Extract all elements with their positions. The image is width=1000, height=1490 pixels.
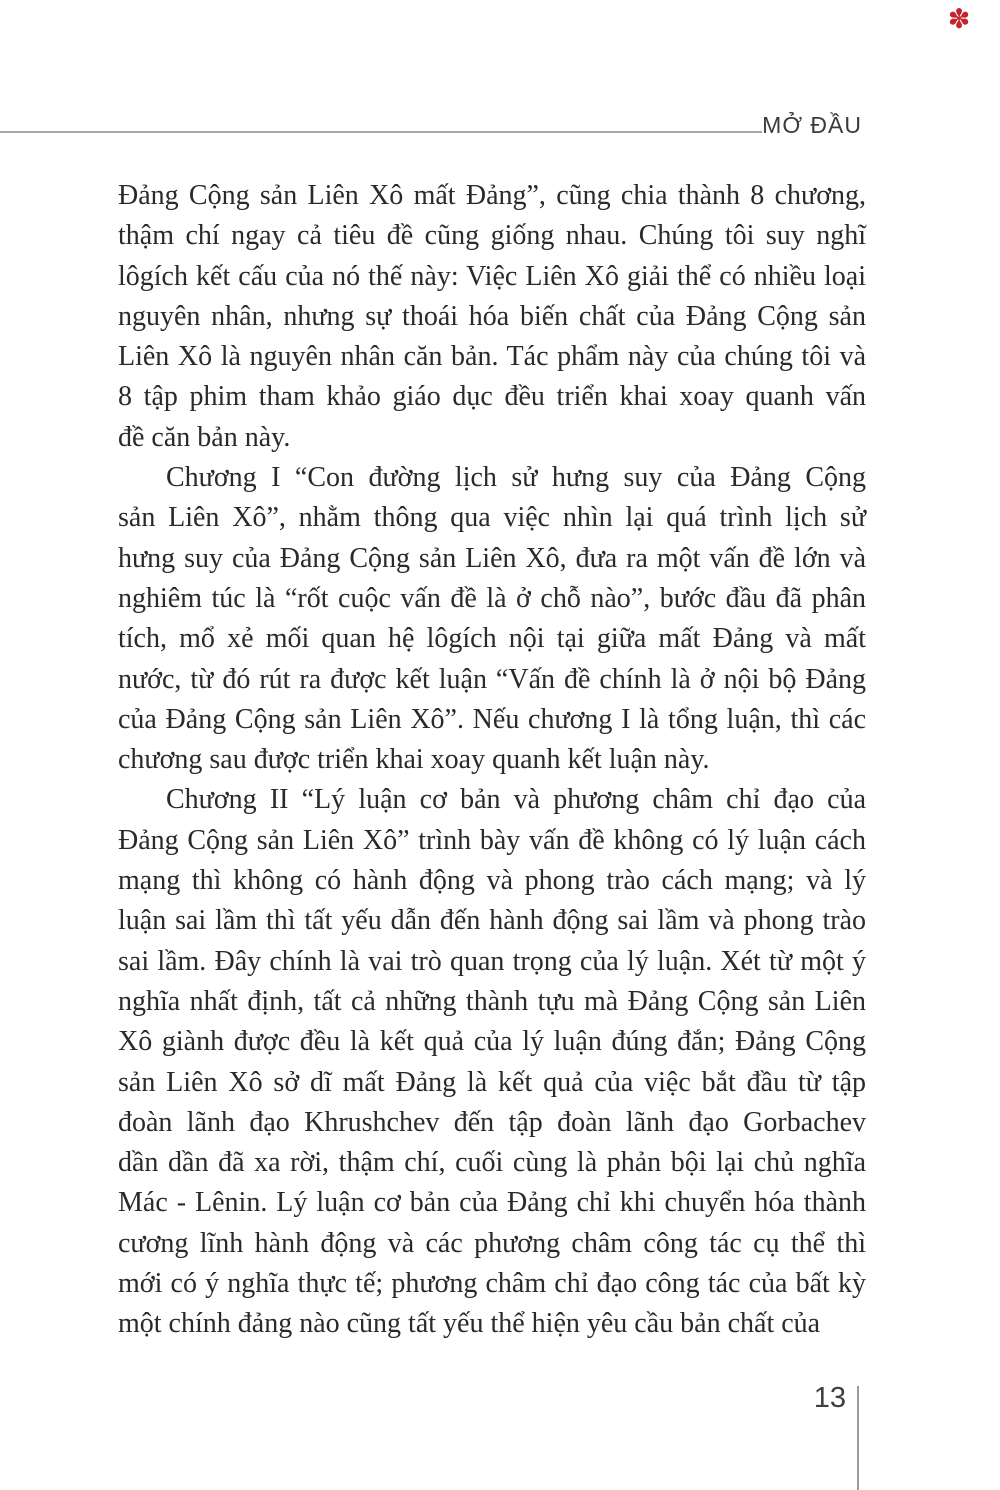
text-line: đoàn lãnh đạo Khrushchev đến tập đoàn lãnh đạo Gorbachev	[118, 1106, 866, 1138]
text-line: Liên Xô là nguyên nhân căn bản. Tác phẩm này của chúng tôi và	[118, 341, 866, 373]
flower-ornament-icon: ✽	[947, 4, 971, 35]
text-line: Đảng Cộng sản Liên Xô” trình bày vấn đề không có lý luận cách	[118, 824, 866, 856]
text-line: một chính đảng nào cũng tất yếu thể hiện yêu cầu bản chất của	[118, 1308, 821, 1340]
text-line: chương sau được triển khai xoay quanh kết luận này.	[118, 744, 710, 776]
body-text	[118, 176, 866, 1345]
text-line: Chương II “Lý luận cơ bản và phương châm chỉ đạo của	[166, 784, 866, 816]
text-line: của Đảng Cộng sản Liên Xô”. Nếu chương I là tổng luận, thì các	[118, 703, 866, 735]
text-line: Đảng Cộng sản Liên Xô mất Đảng”, cũng chia thành 8 chương,	[118, 180, 866, 211]
text-line: nghĩa nhất định, tất cả những thành tựu mà Đảng Cộng sản Liên	[118, 985, 866, 1017]
text-line: nước, từ đó rút ra được kết luận “Vấn đề chính là ở nội bộ Đảng	[118, 663, 866, 695]
text-line: luận sai lầm thì tất yếu dẫn đến hành động sai lầm và phong trào	[118, 905, 866, 937]
text-line: thậm chí ngay cả tiêu đề cũng giống nhau. Chúng tôi suy nghĩ	[118, 220, 866, 252]
text-line: sản Liên Xô”, nhằm thông qua việc nhìn lại quá trình lịch sử	[118, 502, 866, 534]
text-line: lôgích kết cấu của nó thế này: Việc Liên Xô giải thể có nhiều loại	[118, 260, 866, 292]
header-rule	[0, 131, 762, 133]
text-line: nguyên nhân, nhưng sự thoái hóa biến chất của Đảng Cộng sản	[118, 300, 866, 332]
text-line: mới có ý nghĩa thực tế; phương châm chỉ đạo công tác của bất kỳ	[118, 1268, 866, 1300]
text-line: cương lĩnh hành động và các phương châm công tác cụ thể thì	[118, 1227, 866, 1259]
text-line: mạng thì không có hành động và phong trào cách mạng; và lý	[118, 865, 866, 897]
text-line: Mác - Lênin. Lý luận cơ bản của Đảng chỉ khi chuyển hóa thành	[118, 1187, 866, 1219]
text-line: sai lầm. Đây chính là vai trò quan trọng của lý luận. Xét từ một ý	[118, 945, 866, 977]
text-line: Xô giành được đều là kết quả của lý luận đúng đắn; Đảng Cộng	[118, 1026, 866, 1058]
text-line: hưng suy của Đảng Cộng sản Liên Xô, đưa ra một vấn đề lớn và	[118, 542, 866, 574]
text-line: dần dần đã xa rời, thậm chí, cuối cùng là phản bội lại chủ nghĩa	[118, 1147, 866, 1179]
text-line: sản Liên Xô sở dĩ mất Đảng là kết quả của việc bắt đầu từ tập	[118, 1066, 866, 1098]
text-line: Chương I “Con đường lịch sử hưng suy của Đảng Cộng	[166, 462, 866, 494]
text-line: tích, mổ xẻ mối quan hệ lôgích nội tại giữa mất Đảng và mất	[118, 623, 866, 655]
footer-vertical-rule	[857, 1386, 859, 1490]
text-line: 8 tập phim tham khảo giáo dục đều triển khai xoay quanh vấn	[118, 381, 866, 413]
running-head-title: MỞ ĐẦU	[762, 112, 862, 138]
text-line: nghiêm túc là “rốt cuộc vấn đề là ở chỗ nào”, bước đầu đã phân	[118, 582, 866, 614]
text-line: đề căn bản này.	[118, 421, 291, 453]
page-number: 13	[813, 1382, 846, 1414]
